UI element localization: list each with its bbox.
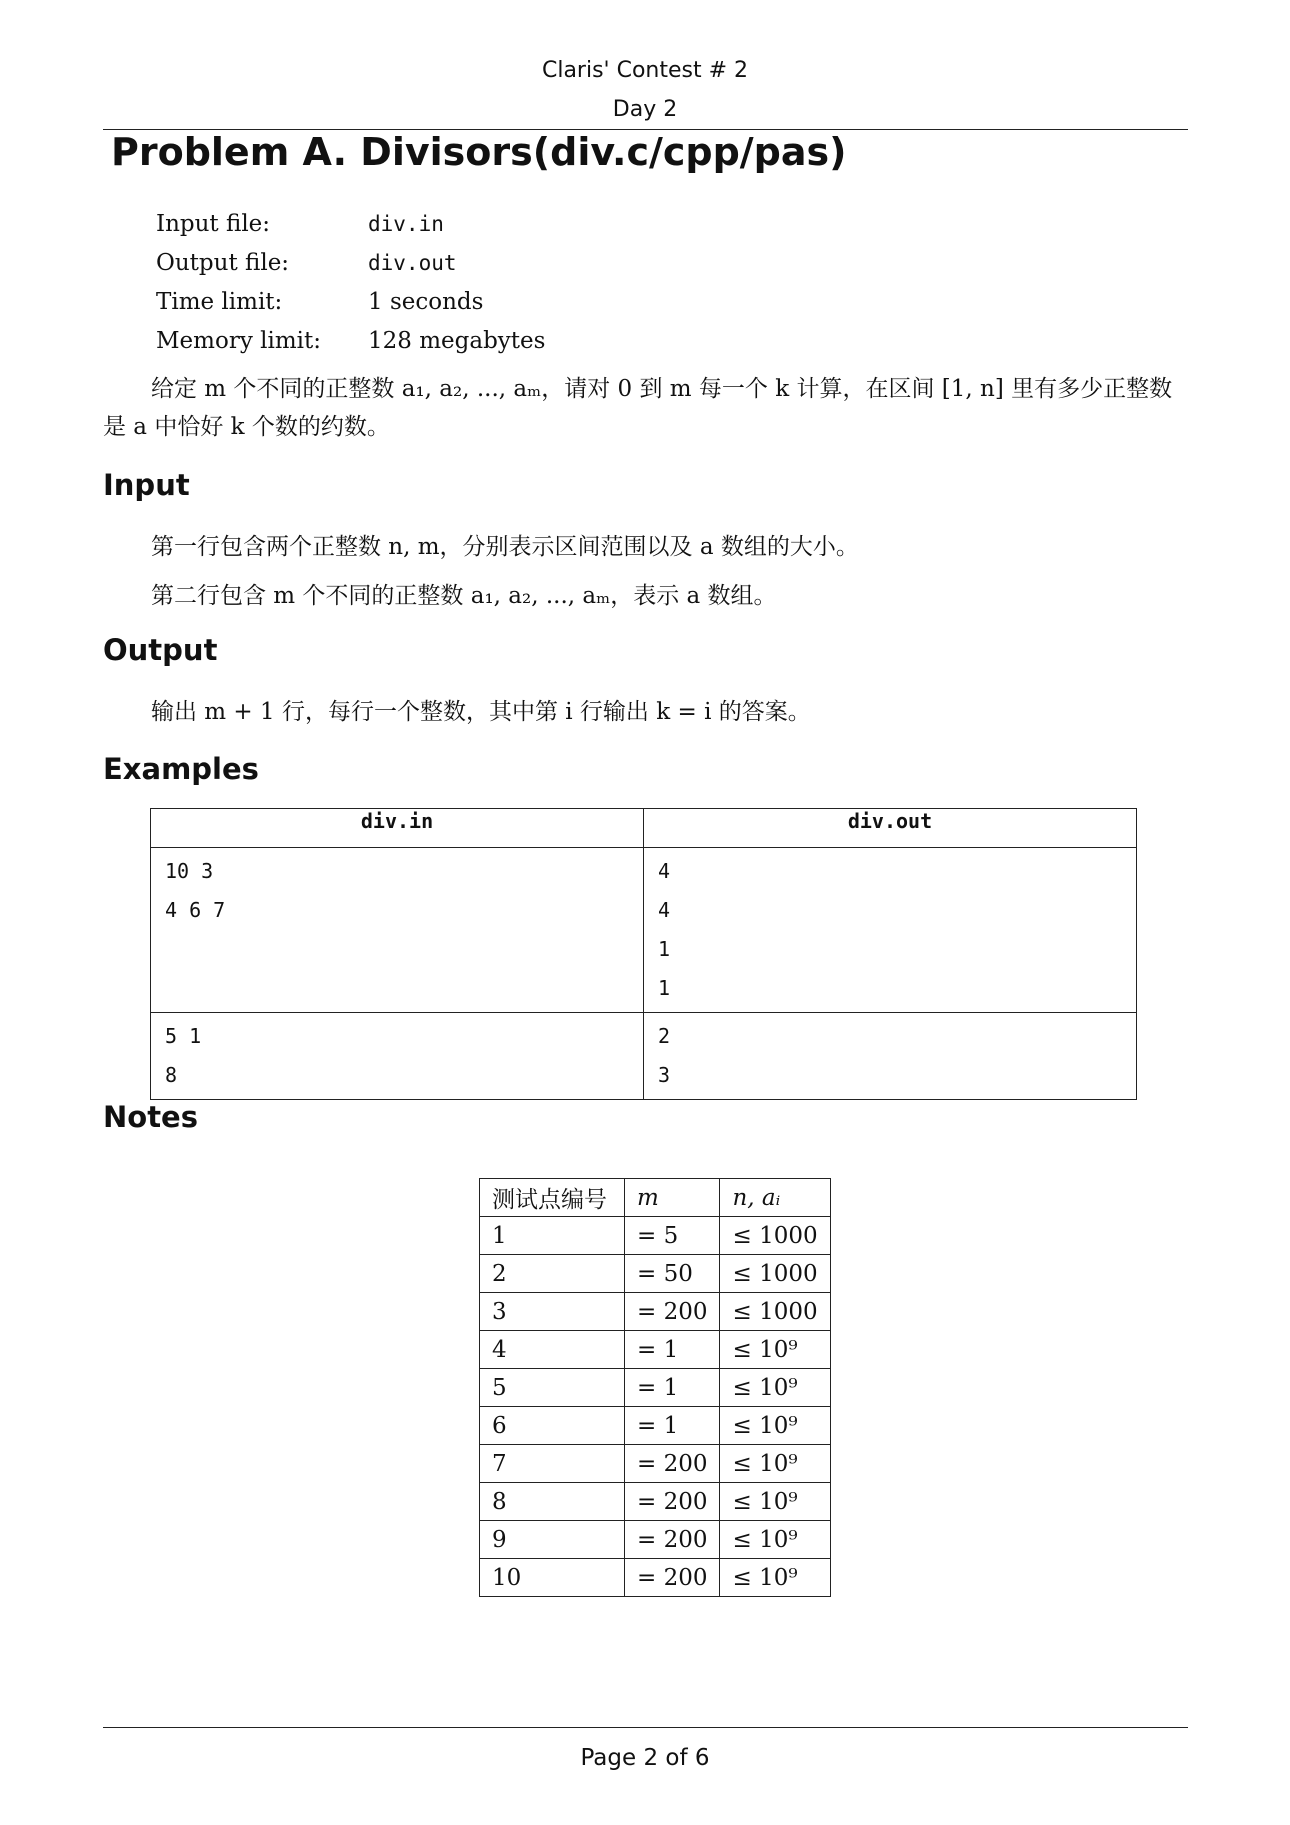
notes-cell: 1 (480, 1217, 625, 1255)
example-input-cell (151, 848, 644, 1013)
table-row (480, 1293, 831, 1331)
notes-cell: ≤ 10⁹ (720, 1559, 830, 1597)
info-value: div.out (368, 250, 457, 275)
table-row (480, 1559, 831, 1597)
notes-cell: ≤ 10⁹ (720, 1331, 830, 1369)
table-row (480, 1255, 831, 1293)
notes-cell: = 200 (625, 1293, 720, 1331)
info-label: Memory limit: (156, 327, 321, 354)
table-row (480, 1407, 831, 1445)
notes-cell: ≤ 10⁹ (720, 1445, 830, 1483)
examples-header-row (151, 809, 1137, 848)
notes-cell: 2 (480, 1255, 625, 1293)
notes-cell: = 1 (625, 1369, 720, 1407)
notes-cell: = 200 (625, 1559, 720, 1597)
contest-name: Claris' Contest # 2 (541, 58, 749, 83)
example-line: 4 (658, 898, 671, 922)
notes-cell: = 1 (625, 1331, 720, 1369)
footer-rule (103, 1727, 1188, 1728)
notes-cell: ≤ 1000 (720, 1293, 830, 1331)
problem-info (156, 204, 545, 360)
table-row (480, 1521, 831, 1559)
notes-cell: 6 (480, 1407, 625, 1445)
info-value: div.in (368, 211, 444, 236)
notes-cell: = 5 (625, 1217, 720, 1255)
info-row-output-file (156, 243, 545, 282)
example-line: 10 3 (165, 859, 214, 883)
table-row (480, 1369, 831, 1407)
notes-col-m: m (625, 1179, 720, 1217)
output-heading: Output (103, 633, 218, 667)
info-value: 128 megabytes (368, 327, 546, 354)
notes-cell: ≤ 1000 (720, 1255, 830, 1293)
examples-col-output: div.out (644, 809, 1137, 848)
notes-cell: = 200 (625, 1445, 720, 1483)
notes-cell: ≤ 10⁹ (720, 1483, 830, 1521)
example-input-cell (151, 1013, 644, 1100)
notes-cell: 9 (480, 1521, 625, 1559)
example-line: 5 1 (165, 1024, 202, 1048)
input-line-1: 第一行包含两个正整数 n, m，分别表示区间范围以及 a 数组的大小。 (151, 534, 859, 560)
example-line: 2 (658, 1024, 671, 1048)
info-label: Input file: (156, 210, 271, 237)
notes-cell: 5 (480, 1369, 625, 1407)
statement-line-2: 是 a 中恰好 k 个数的约数。 (103, 414, 390, 440)
output-line-1: 输出 m + 1 行，每行一个整数，其中第 i 行输出 k = i 的答案。 (151, 699, 811, 725)
notes-heading: Notes (103, 1100, 198, 1134)
info-row-memory-limit (156, 321, 545, 360)
notes-cell: = 50 (625, 1255, 720, 1293)
notes-header-row (480, 1179, 831, 1217)
info-label: Time limit: (156, 288, 283, 315)
table-row (480, 1217, 831, 1255)
notes-cell: 7 (480, 1445, 625, 1483)
table-row (480, 1331, 831, 1369)
input-heading: Input (103, 468, 190, 502)
notes-cell: 8 (480, 1483, 625, 1521)
statement-line-1: 给定 m 个不同的正整数 a₁, a₂, ..., aₘ，请对 0 到 m 每一个 k 计算，在区间 [1, n] 里有多少正整数 (151, 376, 1173, 402)
example-line: 8 (165, 1063, 178, 1087)
notes-cell: 10 (480, 1559, 625, 1597)
notes-cell: = 200 (625, 1521, 720, 1559)
notes-col-n-a: n, aᵢ (720, 1179, 830, 1217)
notes-cell: = 200 (625, 1483, 720, 1521)
notes-cell: 4 (480, 1331, 625, 1369)
table-row (151, 1013, 1137, 1100)
examples-table (150, 808, 1137, 1100)
table-row (480, 1483, 831, 1521)
info-row-input-file (156, 204, 545, 243)
notes-cell: ≤ 1000 (720, 1217, 830, 1255)
notes-cell: = 1 (625, 1407, 720, 1445)
example-line: 4 (658, 859, 671, 883)
example-line: 1 (658, 937, 671, 961)
info-value: 1 seconds (368, 288, 484, 315)
example-output-cell (644, 848, 1137, 1013)
table-row (480, 1445, 831, 1483)
notes-cell: ≤ 10⁹ (720, 1369, 830, 1407)
contest-day: Day 2 (612, 97, 678, 122)
table-row (151, 848, 1137, 1013)
examples-col-input: div.in (151, 809, 644, 848)
input-line-2: 第二行包含 m 个不同的正整数 a₁, a₂, ..., aₘ，表示 a 数组。 (151, 583, 777, 609)
notes-col-test-id: 测试点编号 (480, 1179, 625, 1217)
example-line: 1 (658, 976, 671, 1000)
info-row-time-limit (156, 282, 545, 321)
example-line: 3 (658, 1063, 671, 1087)
info-label: Output file: (156, 249, 290, 276)
example-line: 4 6 7 (165, 898, 226, 922)
notes-table (479, 1178, 831, 1597)
examples-heading: Examples (103, 752, 259, 786)
notes-cell: 3 (480, 1293, 625, 1331)
example-output-cell (644, 1013, 1137, 1100)
notes-cell: ≤ 10⁹ (720, 1407, 830, 1445)
notes-cell: ≤ 10⁹ (720, 1521, 830, 1559)
problem-title: Problem A. Divisors(div.c/cpp/pas) (111, 130, 847, 174)
page-number: Page 2 of 6 (580, 1745, 710, 1771)
